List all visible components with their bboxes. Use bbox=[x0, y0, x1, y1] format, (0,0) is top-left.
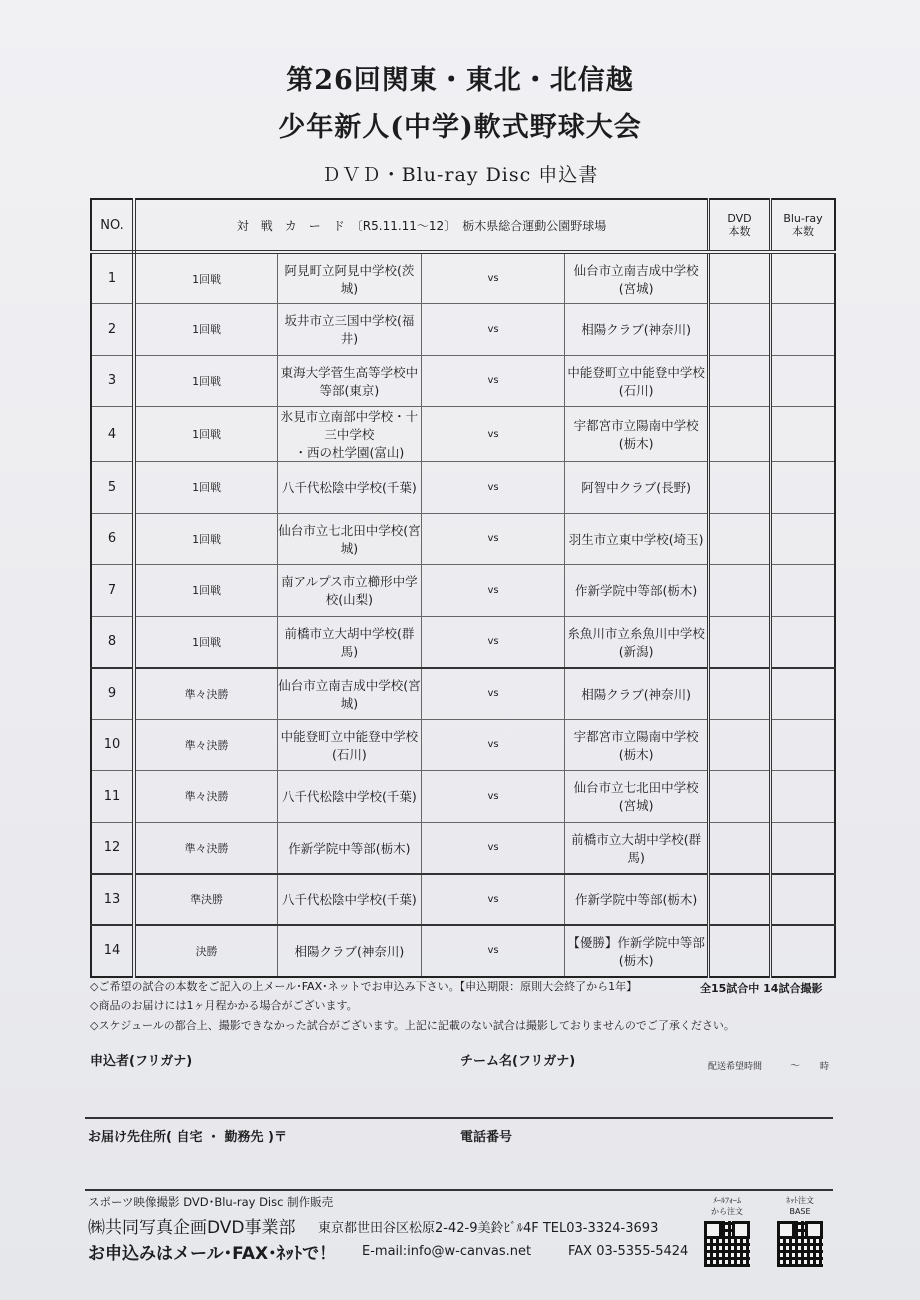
dvd-qty-input[interactable] bbox=[709, 925, 771, 977]
address-label: お届け先住所( 自宅 ・ 勤務先 )〒 bbox=[88, 1130, 287, 1145]
vs-label: vs bbox=[421, 822, 565, 874]
title-line-1: 第26回関東・東北・北信越 bbox=[286, 65, 634, 96]
table-row bbox=[91, 304, 835, 356]
team-a-name: 中能登町立中能登中学校(石川) bbox=[280, 728, 419, 762]
match-round: 1回戦 bbox=[134, 462, 278, 514]
qr-code-base-icon[interactable] bbox=[777, 1221, 823, 1267]
team-a-name: 坂井市立三国中学校(福井) bbox=[284, 313, 415, 347]
team-b: 前橋市立大胡中学校(群馬) bbox=[565, 822, 709, 874]
team-a bbox=[278, 822, 422, 874]
match-no: 1 bbox=[91, 252, 134, 304]
team-name-field[interactable] bbox=[460, 1068, 830, 1098]
bluray-qty-input[interactable] bbox=[771, 719, 836, 771]
dvd-qty-input[interactable] bbox=[709, 565, 771, 617]
team-a-name: 八千代松陰中学校(千葉) bbox=[282, 892, 417, 908]
match-round: 1回戦 bbox=[134, 304, 278, 356]
vs-label: vs bbox=[421, 874, 565, 926]
table-row bbox=[91, 252, 835, 304]
qr-code-mailform-icon[interactable] bbox=[704, 1221, 750, 1267]
team-b: 宇都宮市立陽南中学校(栃木) bbox=[565, 719, 709, 771]
table-row bbox=[91, 668, 835, 720]
team-b: 阿智中クラブ(長野) bbox=[565, 462, 709, 514]
team-a-name: 阿見町立阿見中学校(茨城) bbox=[284, 262, 415, 296]
header-bluray-label: Blu-ray bbox=[783, 212, 823, 225]
table-row bbox=[91, 925, 835, 977]
vs-label: vs bbox=[421, 719, 565, 771]
delivery-time-hour: 時 bbox=[820, 1062, 830, 1072]
team-a bbox=[278, 513, 422, 565]
qr-mailform-caption-2: から注文 bbox=[711, 1207, 743, 1216]
delivery-time-label: 配送希望時間 bbox=[708, 1062, 763, 1072]
bluray-qty-input[interactable] bbox=[771, 462, 836, 514]
table-row bbox=[91, 719, 835, 771]
note-delivery: ◇商品のお届けには1ヶ月程かかる場合がございます。 bbox=[90, 999, 358, 1012]
bluray-qty-input[interactable] bbox=[771, 252, 836, 304]
bluray-qty-input[interactable] bbox=[771, 616, 836, 668]
title-line-2: 少年新人(中学)軟式野球大会 bbox=[278, 112, 642, 143]
match-no: 6 bbox=[91, 513, 134, 565]
bluray-qty-input[interactable] bbox=[771, 565, 836, 617]
header-no: NO. bbox=[91, 199, 134, 252]
team-b: 羽生市立東中学校(埼玉) bbox=[565, 513, 709, 565]
header-match-card: 対 戦 カ ー ド 〔R5.11.11～12〕 栃木県総合運動公園野球場 bbox=[134, 199, 709, 252]
order-cta: お申込みはメール･FAX･ﾈｯﾄで！ bbox=[88, 1244, 337, 1264]
match-no: 10 bbox=[91, 719, 134, 771]
note-apply: ◇ご希望の試合の本数をご記入の上メール･FAX･ネットでお申込み下さい。【申込期限：原則大会終了から1年】 bbox=[90, 980, 638, 993]
header-dvd-qty-label: 本数 bbox=[728, 225, 751, 238]
team-a bbox=[278, 565, 422, 617]
match-no: 7 bbox=[91, 565, 134, 617]
team-b: 作新学院中等部(栃木) bbox=[565, 565, 709, 617]
team-a-name: 八千代松陰中学校(千葉) bbox=[282, 789, 417, 805]
dvd-qty-input[interactable] bbox=[709, 874, 771, 926]
header-dvd-label: DVD bbox=[727, 212, 752, 225]
team-b: 【優勝】作新学院中等部(栃木) bbox=[565, 925, 709, 977]
team-a-name: 氷見市立南部中学校・十三中学校 bbox=[280, 409, 419, 442]
address-field[interactable] bbox=[90, 1145, 430, 1180]
team-a-name: 相陽クラブ(神奈川) bbox=[294, 943, 405, 959]
vs-label: vs bbox=[421, 668, 565, 720]
match-round: 1回戦 bbox=[134, 565, 278, 617]
table-row bbox=[91, 407, 835, 462]
team-a-name: 八千代松陰中学校(千葉) bbox=[282, 480, 417, 496]
vs-label: vs bbox=[421, 925, 565, 977]
team-a bbox=[278, 668, 422, 720]
match-no: 5 bbox=[91, 462, 134, 514]
team-a-name: 南アルプス市立櫛形中学校(山梨) bbox=[281, 574, 418, 608]
contact-fax: FAX 03-5355-5424 bbox=[568, 1244, 689, 1259]
team-b: 仙台市立七北田中学校(宮城) bbox=[565, 771, 709, 823]
team-a bbox=[278, 462, 422, 514]
company-name: ㈱共同写真企画DVD事業部 bbox=[88, 1218, 296, 1238]
qr-base-caption-1: ﾈｯﾄ注文 bbox=[786, 1196, 814, 1205]
bluray-qty-input[interactable] bbox=[771, 874, 836, 926]
team-a-name: 仙台市立南吉成中学校(宮城) bbox=[278, 677, 421, 711]
qr-base-caption-2: BASE bbox=[789, 1207, 811, 1216]
dvd-qty-input[interactable] bbox=[709, 355, 771, 407]
match-no: 9 bbox=[91, 668, 134, 720]
match-round: 準決勝 bbox=[134, 874, 278, 926]
team-a bbox=[278, 771, 422, 823]
match-no: 14 bbox=[91, 925, 134, 977]
delivery-time-tilde: ～ bbox=[790, 1061, 800, 1072]
match-round: 1回戦 bbox=[134, 407, 278, 462]
dvd-qty-input[interactable] bbox=[709, 304, 771, 356]
match-round: 準々決勝 bbox=[134, 719, 278, 771]
vs-label: vs bbox=[421, 462, 565, 514]
qr-mailform-caption-1: ﾒｰﾙﾌｫｰﾑ bbox=[713, 1196, 741, 1205]
vs-label: vs bbox=[421, 565, 565, 617]
bluray-qty-input[interactable] bbox=[771, 355, 836, 407]
dvd-qty-input[interactable] bbox=[709, 513, 771, 565]
bluray-qty-input[interactable] bbox=[771, 668, 836, 720]
team-a bbox=[278, 719, 422, 771]
header-dvd-qty bbox=[709, 199, 771, 252]
company-address: 東京都世田谷区松原2-42-9美鈴ﾋﾞﾙ4F TEL03-3324-3693 bbox=[318, 1221, 659, 1236]
footer-divider bbox=[85, 1189, 833, 1191]
vs-label: vs bbox=[421, 616, 565, 668]
applicant-label: 申込者(フリガナ) bbox=[90, 1054, 193, 1069]
contact-email[interactable]: E-mail:info@w-canvas.net bbox=[362, 1244, 532, 1259]
team-a bbox=[278, 874, 422, 926]
match-round: 決勝 bbox=[134, 925, 278, 977]
table-row bbox=[91, 771, 835, 823]
bluray-qty-input[interactable] bbox=[771, 925, 836, 977]
header-bluray-qty bbox=[771, 199, 836, 252]
match-no: 11 bbox=[91, 771, 134, 823]
vs-label: vs bbox=[421, 771, 565, 823]
footer-tagline: スポーツ映像撮影 DVD･Blu-ray Disc 制作販売 bbox=[88, 1195, 334, 1209]
match-round: 準々決勝 bbox=[134, 771, 278, 823]
team-a bbox=[278, 355, 422, 407]
team-name-label: チーム名(フリガナ) bbox=[460, 1054, 576, 1069]
team-a-name: 仙台市立七北田中学校(宮城) bbox=[278, 522, 421, 556]
team-a bbox=[278, 925, 422, 977]
table-row bbox=[91, 822, 835, 874]
match-round: 準々決勝 bbox=[134, 668, 278, 720]
vs-label: vs bbox=[421, 513, 565, 565]
table-row bbox=[91, 355, 835, 407]
match-round: 1回戦 bbox=[134, 513, 278, 565]
bluray-qty-input[interactable] bbox=[771, 822, 836, 874]
match-no: 2 bbox=[91, 304, 134, 356]
match-round: 1回戦 bbox=[134, 616, 278, 668]
dvd-qty-input[interactable] bbox=[709, 462, 771, 514]
bluray-qty-input[interactable] bbox=[771, 513, 836, 565]
match-count: 全15試合中 14試合撮影 bbox=[700, 982, 823, 995]
vs-label: vs bbox=[421, 407, 565, 462]
team-a bbox=[278, 304, 422, 356]
team-a-name: 前橋市立大胡中学校(群馬) bbox=[284, 625, 415, 659]
team-a bbox=[278, 407, 422, 462]
phone-field[interactable] bbox=[460, 1145, 830, 1180]
bluray-qty-input[interactable] bbox=[771, 407, 836, 462]
table-row bbox=[91, 874, 835, 926]
match-no: 12 bbox=[91, 822, 134, 874]
match-round: 1回戦 bbox=[134, 252, 278, 304]
qr-base-caption bbox=[772, 1195, 828, 1217]
form-subtitle: ＤＶＤ・Blu-ray Disc 申込書 bbox=[321, 164, 599, 186]
vs-label: vs bbox=[421, 252, 565, 304]
team-b: 糸魚川市立糸魚川中学校(新潟) bbox=[565, 616, 709, 668]
qr-mailform-caption bbox=[700, 1195, 754, 1217]
team-b: 仙台市立南吉成中学校(宮城) bbox=[565, 252, 709, 304]
table-row bbox=[91, 513, 835, 565]
team-a bbox=[278, 252, 422, 304]
match-no: 8 bbox=[91, 616, 134, 668]
table-row bbox=[91, 565, 835, 617]
team-b: 宇都宮市立陽南中学校(栃木) bbox=[565, 407, 709, 462]
team-b: 相陽クラブ(神奈川) bbox=[565, 304, 709, 356]
applicant-field[interactable] bbox=[90, 1068, 430, 1098]
divider bbox=[85, 1117, 833, 1119]
vs-label: vs bbox=[421, 304, 565, 356]
table-row bbox=[91, 462, 835, 514]
dvd-qty-input[interactable] bbox=[709, 668, 771, 720]
team-a-name: 東海大学菅生高等学校中等部(東京) bbox=[280, 364, 419, 398]
bluray-qty-input[interactable] bbox=[771, 304, 836, 356]
dvd-qty-input[interactable] bbox=[709, 771, 771, 823]
vs-label: vs bbox=[421, 355, 565, 407]
bluray-qty-input[interactable] bbox=[771, 771, 836, 823]
dvd-qty-input[interactable] bbox=[709, 407, 771, 462]
team-a-name: 作新学院中等部(栃木) bbox=[288, 840, 411, 856]
dvd-qty-input[interactable] bbox=[709, 616, 771, 668]
phone-label: 電話番号 bbox=[460, 1130, 513, 1145]
match-round: 準々決勝 bbox=[134, 822, 278, 874]
team-b: 作新学院中等部(栃木) bbox=[565, 874, 709, 926]
dvd-qty-input[interactable] bbox=[709, 252, 771, 304]
team-a bbox=[278, 616, 422, 668]
team-a-name-2: ・西の杜学園(富山) bbox=[294, 445, 405, 460]
match-no: 13 bbox=[91, 874, 134, 926]
dvd-qty-input[interactable] bbox=[709, 822, 771, 874]
table-row bbox=[91, 616, 835, 668]
dvd-qty-input[interactable] bbox=[709, 719, 771, 771]
note-schedule: ◇スケジュールの都合上、撮影できなかった試合がございます。上記に記載のない試合は撮影しておりませんのでご了承ください。 bbox=[90, 1019, 735, 1032]
match-no: 3 bbox=[91, 355, 134, 407]
team-b: 中能登町立中能登中学校(石川) bbox=[565, 355, 709, 407]
header-bluray-qty-label: 本数 bbox=[792, 225, 814, 238]
match-round: 1回戦 bbox=[134, 355, 278, 407]
match-order-table bbox=[90, 198, 836, 978]
team-b: 相陽クラブ(神奈川) bbox=[565, 668, 709, 720]
match-no: 4 bbox=[91, 407, 134, 462]
